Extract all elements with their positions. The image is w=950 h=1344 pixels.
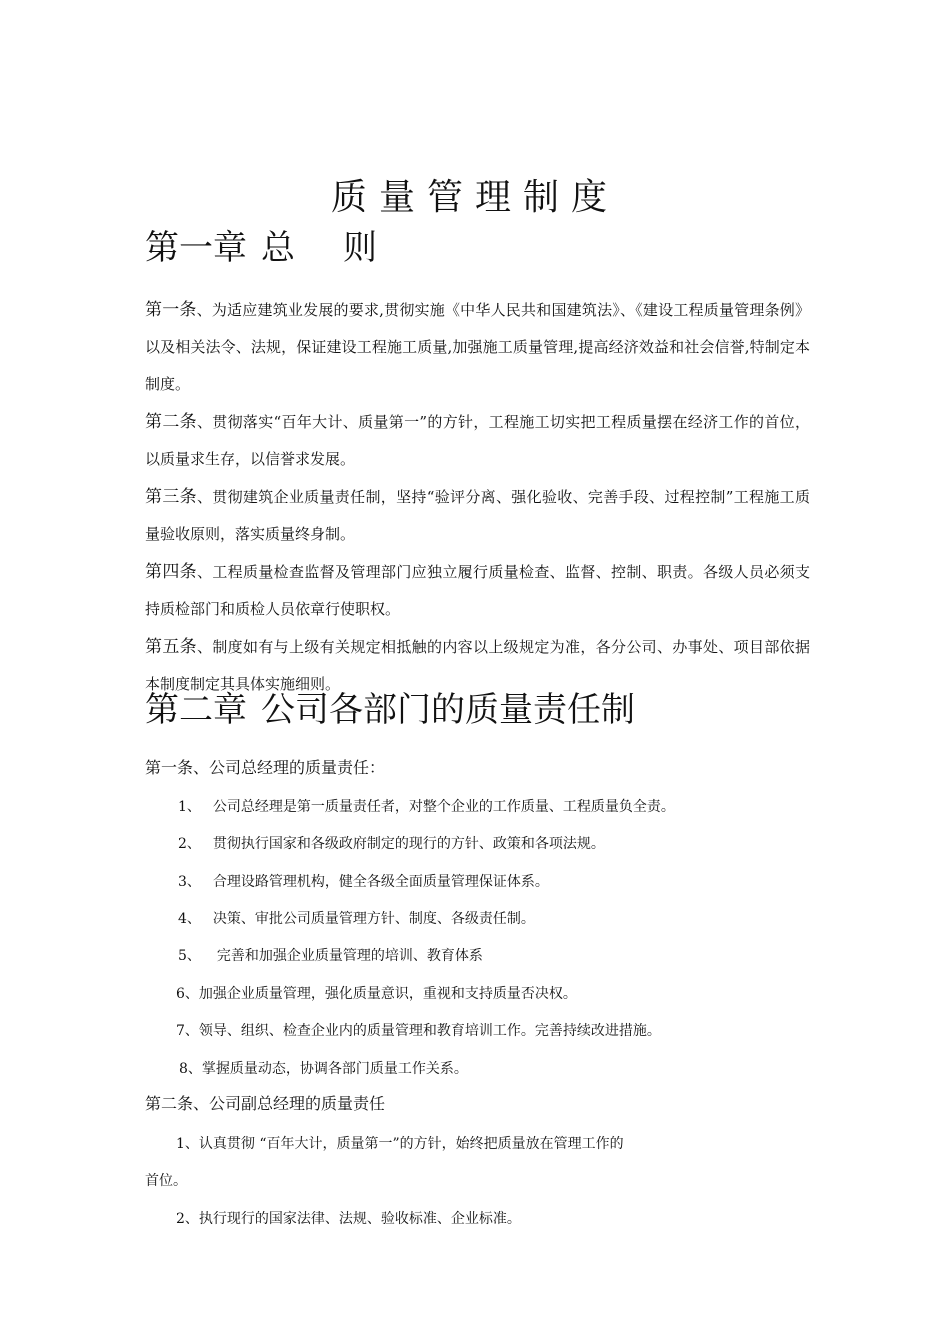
list-item-text: 加强企业质量管理，强化质量意识，重视和支持质量否决权。	[198, 986, 577, 1002]
list-item	[176, 982, 577, 1006]
list-item-continuation: 首位。	[145, 1173, 187, 1189]
list-item-text: 掌握质量动态，协调各部门质量工作关系。	[201, 1061, 468, 1077]
list-item-number: 1、	[176, 1136, 199, 1152]
list-item-text: 领导、组织、检查企业内的质量管理和教育培训工作。完善持续改进措施。	[198, 1023, 661, 1039]
article-text: 、制度如有与上级有关规定相抵触的内容以上级规定为准，各分公司、办事处、项目部依据本制度制定其具体实施细则。	[145, 638, 810, 693]
list-item-text: 执行现行的国家法律、法规、验收标准、企业标准。	[198, 1211, 521, 1227]
list-item	[179, 1057, 468, 1081]
article-lead: 第二条	[145, 412, 197, 432]
list-item-number: 6、	[176, 986, 199, 1002]
list-item-number: 5、	[178, 948, 201, 964]
list-item	[178, 870, 549, 894]
list-item-number: 3、	[178, 874, 201, 890]
chapter-2-article-1-heading: 第一条、公司总经理的质量责任：	[145, 758, 386, 777]
chapter-1-title-char-1: 总	[261, 228, 295, 268]
list-item-text: 认真贯彻 “百年大计，质量第一”的方针，始终把质量放在管理工作的	[198, 1136, 624, 1152]
list-item-number: 2、	[176, 1211, 199, 1227]
list-item	[178, 944, 483, 968]
chapter-1-article-1	[145, 292, 810, 403]
article-text: 、为适应建筑业发展的要求,贯彻实施《中华人民共和国建筑法》、《建设工程质量管理条例》以及相关法令、法规，保证建设工程施工质量,加强施工质量管理,提高经济效益和社会信誉,特制定本制度。	[145, 301, 811, 393]
article-text: 、贯彻落实“百年大计、质量第一”的方针，工程施工切实把工程质量摆在经济工作的首位，以质量求生存，以信誉求发展。	[145, 413, 810, 468]
list-item-number: 7、	[176, 1023, 199, 1039]
list-item-text: 合理设路管理机构，健全各级全面质量管理保证体系。	[212, 874, 549, 890]
article-lead: 第三条	[145, 487, 197, 507]
article-lead: 第五条	[145, 637, 197, 657]
list-item-text: 完善和加强企业质量管理的培训、教育体系	[216, 948, 483, 964]
chapter-1-prefix: 第一章	[145, 228, 247, 268]
list-item-text: 贯彻执行国家和各级政府制定的现行的方针、政策和各项法规。	[212, 836, 605, 852]
chapter-1-article-2	[145, 404, 810, 478]
article-lead: 第四条	[145, 562, 197, 582]
list-item-text: 决策、审批公司质量管理方针、制度、各级责任制。	[212, 911, 535, 927]
chapter-1-article-3	[145, 479, 810, 553]
chapter-2-title: 公司各部门的质量责任制	[261, 690, 635, 730]
chapter-2-article-2-heading: 第二条、公司副总经理的质量责任	[145, 1094, 386, 1113]
chapter-2-prefix: 第二章	[145, 690, 247, 730]
list-item-number: 1、	[178, 799, 201, 815]
chapter-1-heading	[145, 224, 377, 272]
article-lead: 第一条	[145, 300, 197, 320]
article-text: 、工程质量检查监督及管理部门应独立履行质量检查、监督、控制、职责。各级人员必须支持质检部门和质检人员依章行使职权。	[145, 563, 810, 618]
list-item	[176, 1207, 521, 1231]
chapter-1-title-char-2: 则	[343, 228, 377, 268]
article-text: 、贯彻建筑企业质量责任制，坚持“验评分离、强化验收、完善手段、过程控制”工程施工质量验收原则，落实质量终身制。	[145, 488, 810, 543]
list-item	[178, 795, 675, 819]
document-title: 质量管理制度	[330, 177, 619, 218]
list-item-number: 4、	[178, 911, 201, 927]
chapter-2-heading	[145, 686, 635, 734]
list-item-text: 公司总经理是第一质量责任者，对整个企业的工作质量、工程质量负全责。	[212, 799, 675, 815]
list-item	[176, 1132, 624, 1156]
list-item-number: 2、	[178, 836, 201, 852]
list-item	[178, 832, 605, 856]
chapter-1-article-4	[145, 554, 810, 628]
list-item	[176, 1019, 661, 1043]
list-item	[178, 907, 535, 931]
list-item-number: 8、	[179, 1061, 202, 1077]
